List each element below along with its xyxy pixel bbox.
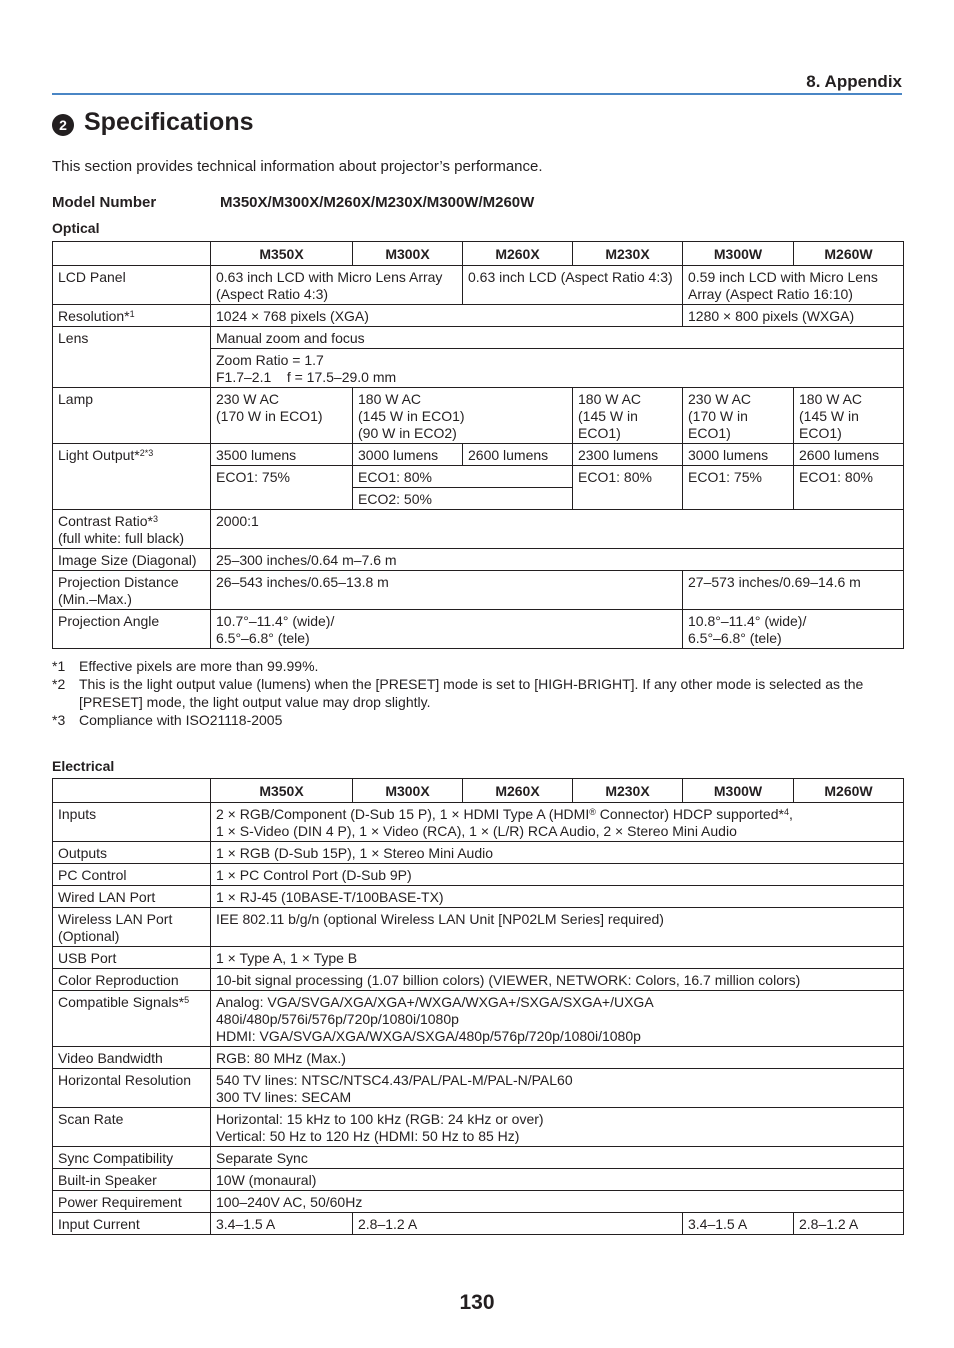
table-cell: 3000 lumens	[353, 444, 463, 466]
table-cell: ECO1: 80%	[794, 466, 904, 510]
footnote: *1 Effective pixels are more than 99.99%.	[52, 658, 319, 674]
col-header: M260X	[463, 779, 573, 803]
table-row	[53, 1213, 904, 1235]
row-label: Projection Angle	[53, 610, 211, 649]
row-label: Compatible Signals*$^5$	[53, 991, 211, 1047]
table-row	[53, 908, 904, 947]
model-number-label: Model Number	[52, 194, 157, 211]
table-cell: IEE 802.11 b/g/n (optional Wireless LAN Unit [NP02LM Series] required)	[211, 908, 904, 947]
table-cell: ECO1: 80%	[573, 466, 683, 510]
electrical-heading: Electrical	[52, 758, 115, 774]
row-label: Projection Distance (Min.–Max.)	[53, 571, 211, 610]
optical-heading: Optical	[52, 220, 100, 236]
table-row	[53, 842, 904, 864]
table-row	[53, 1147, 904, 1169]
row-label: Light Output*$^{2*3}$	[53, 444, 211, 510]
col-header: M260W	[794, 242, 904, 266]
table-cell: 3000 lumens	[683, 444, 794, 466]
row-label: Scan Rate	[53, 1108, 211, 1147]
table-cell: 2.8–1.2 A	[794, 1213, 904, 1235]
table-cell: 3.4–1.5 A	[683, 1213, 794, 1235]
table-cell: 10.8°–11.4° (wide)/ 6.5°–6.8° (tele)	[683, 610, 904, 649]
col-header: M350X	[211, 779, 353, 803]
row-label: Lamp	[53, 388, 211, 444]
col-header: M300W	[683, 779, 794, 803]
row-label: Wireless LAN Port (Optional)	[53, 908, 211, 947]
col-header: M230X	[573, 779, 683, 803]
table-row	[53, 886, 904, 908]
table-cell: Horizontal: 15 kHz to 100 kHz (RGB: 24 kHz or over) Vertical: 50 Hz to 120 Hz (HDMI: 50 Hz to 85 Hz)	[211, 1108, 904, 1147]
table-row	[53, 1108, 904, 1147]
table-cell: 230 W AC (170 W in ECO1)	[683, 388, 794, 444]
row-label: Video Bandwidth	[53, 1047, 211, 1069]
table-cell: 2600 lumens	[794, 444, 904, 466]
table-cell: Analog: VGA/SVGA/XGA/XGA+/WXGA/WXGA+/SXGA/SXGA+/UXGA 480i/480p/576i/576p/720p/1080i/1080p HDMI: VGA/SVGA/XGA/WXGA/SXGA/480p/576p/720p/1080i/1080p	[211, 991, 904, 1047]
footnote: *3 Compliance with ISO21118-2005	[52, 712, 283, 728]
table-row	[53, 305, 904, 327]
model-number-value: M350X/M300X/M260X/M230X/M300W/M260W	[220, 194, 535, 211]
table-cell: ECO1: 75%	[211, 466, 353, 510]
table-cell: ECO1: 75%	[683, 466, 794, 510]
header-empty	[53, 779, 211, 803]
model-number-row	[52, 194, 534, 211]
table-cell: 0.59 inch LCD with Micro Lens Array (Aspect Ratio 16:10)	[683, 266, 904, 305]
table-cell: 2.8–1.2 A	[353, 1213, 683, 1235]
table-row	[53, 444, 904, 466]
table-row	[53, 1047, 904, 1069]
footnote: *2 This is the light output value (lumens) when the [PRESET] mode is set to [HIGH-BRIGHT]. If any other mode is selected as the [PRESET] mode, the light output value may drop slightly.	[52, 676, 864, 710]
row-label: Image Size (Diagonal)	[53, 549, 211, 571]
table-cell: 180 W AC (145 W in ECO1) (90 W in ECO2)	[353, 388, 573, 444]
table-row	[53, 510, 904, 549]
table-cell: ECO1: 80%	[353, 466, 573, 488]
row-label: Sync Compatibility	[53, 1147, 211, 1169]
col-header: M300W	[683, 242, 794, 266]
table-cell: Zoom Ratio = 1.7 F1.7–2.1 f = 17.5–29.0 mm	[211, 349, 904, 388]
table-cell: 27–573 inches/0.69–14.6 m	[683, 571, 904, 610]
table-cell: 1280 × 800 pixels (WXGA)	[683, 305, 904, 327]
col-header: M300X	[353, 779, 463, 803]
table-row	[53, 864, 904, 886]
table-row	[53, 991, 904, 1047]
table-cell: 1024 × 768 pixels (XGA)	[211, 305, 683, 327]
table-row	[53, 947, 904, 969]
table-cell: 0.63 inch LCD (Aspect Ratio 4:3)	[463, 266, 683, 305]
table-row	[53, 1169, 904, 1191]
electrical-table	[52, 778, 904, 1235]
table-row	[53, 242, 904, 266]
row-label: Outputs	[53, 842, 211, 864]
header-empty	[53, 242, 211, 266]
table-cell: 1 × RJ-45 (10BASE-T/100BASE-TX)	[211, 886, 904, 908]
table-cell: RGB: 80 MHz (Max.)	[211, 1047, 904, 1069]
table-cell: 230 W AC (170 W in ECO1)	[211, 388, 353, 444]
row-label: Input Current	[53, 1213, 211, 1235]
row-label: Contrast Ratio*$^3$ (full white: full black)	[53, 510, 211, 549]
section-label: 8. Appendix	[806, 72, 902, 91]
table-cell: 2000:1	[211, 510, 904, 549]
row-label: LCD Panel	[53, 266, 211, 305]
footnote-ref: 5	[184, 995, 190, 1005]
table-cell: 3.4–1.5 A	[211, 1213, 353, 1235]
footnote-ref: 1	[129, 309, 135, 319]
table-cell: 540 TV lines: NTSC/NTSC4.43/PAL/PAL-M/PAL-N/PAL60 300 TV lines: SECAM	[211, 1069, 904, 1108]
table-cell: 26–543 inches/0.65–13.8 m	[211, 571, 683, 610]
row-label: Color Reproduction	[53, 969, 211, 991]
table-cell: 25–300 inches/0.64 m–7.6 m	[211, 549, 904, 571]
footnotes	[52, 657, 903, 729]
table-cell: ECO2: 50%	[353, 488, 573, 510]
number-badge-icon: 2	[52, 114, 74, 136]
table-row	[53, 779, 904, 803]
row-label: Built-in Speaker	[53, 1169, 211, 1191]
table-cell: 180 W AC (145 W in ECO1)	[794, 388, 904, 444]
table-cell: 2 × RGB/Component (D-Sub 15 P), 1 × HDMI Type A (HDMI® Connector) HDCP supported*$^4$, 1 × S-Video (DIN 4 P), 1 × Video (RCA), 1 × (L/R) RCA Audio, 2 × Stereo Mini Audio	[211, 803, 904, 842]
page-number: 130	[459, 1291, 495, 1314]
table-row	[53, 266, 904, 305]
table-row	[53, 327, 904, 349]
table-row	[53, 610, 904, 649]
table-cell: 1 × RGB (D-Sub 15P), 1 × Stereo Mini Audio	[211, 842, 904, 864]
row-label: PC Control	[53, 864, 211, 886]
table-cell: 100–240V AC, 50/60Hz	[211, 1191, 904, 1213]
footnote-ref: 3	[152, 514, 158, 524]
table-cell: 0.63 inch LCD with Micro Lens Array (Aspect Ratio 4:3)	[211, 266, 463, 305]
col-header: M230X	[573, 242, 683, 266]
intro-text: This section provides technical information about projector’s performance.	[52, 158, 543, 175]
table-cell: 2300 lumens	[573, 444, 683, 466]
title-row	[52, 108, 254, 137]
table-row	[53, 571, 904, 610]
table-cell: 180 W AC (145 W in ECO1)	[573, 388, 683, 444]
table-cell: 2600 lumens	[463, 444, 573, 466]
table-row	[53, 1069, 904, 1108]
table-row	[53, 803, 904, 842]
table-cell: 10.7°–11.4° (wide)/ 6.5°–6.8° (tele)	[211, 610, 683, 649]
row-label: Horizontal Resolution	[53, 1069, 211, 1108]
col-header: M260W	[794, 779, 904, 803]
row-label: Resolution*$^1$	[53, 305, 211, 327]
table-row	[53, 969, 904, 991]
col-header: M260X	[463, 242, 573, 266]
header-rule	[52, 93, 902, 95]
table-cell: 10-bit signal processing (1.07 billion colors) (VIEWER, NETWORK: Colors, 16.7 million colors)	[211, 969, 904, 991]
table-row	[53, 1191, 904, 1213]
col-header: M300X	[353, 242, 463, 266]
row-label: Power Requirement	[53, 1191, 211, 1213]
optical-table	[52, 241, 904, 649]
row-label: USB Port	[53, 947, 211, 969]
table-cell: Separate Sync	[211, 1147, 904, 1169]
col-header: M350X	[211, 242, 353, 266]
table-cell: 10W (monaural)	[211, 1169, 904, 1191]
table-cell: 1 × Type A, 1 × Type B	[211, 947, 904, 969]
table-row	[53, 388, 904, 444]
footnote-ref: 4	[783, 807, 789, 817]
row-label: Inputs	[53, 803, 211, 842]
table-cell: 1 × PC Control Port (D-Sub 9P)	[211, 864, 904, 886]
table-cell: Manual zoom and focus	[211, 327, 904, 349]
row-label: Lens	[53, 327, 211, 388]
table-cell: 3500 lumens	[211, 444, 353, 466]
table-row	[53, 549, 904, 571]
page-title: Specifications	[84, 108, 254, 136]
footnote-ref: 2*3	[139, 448, 154, 458]
row-label: Wired LAN Port	[53, 886, 211, 908]
